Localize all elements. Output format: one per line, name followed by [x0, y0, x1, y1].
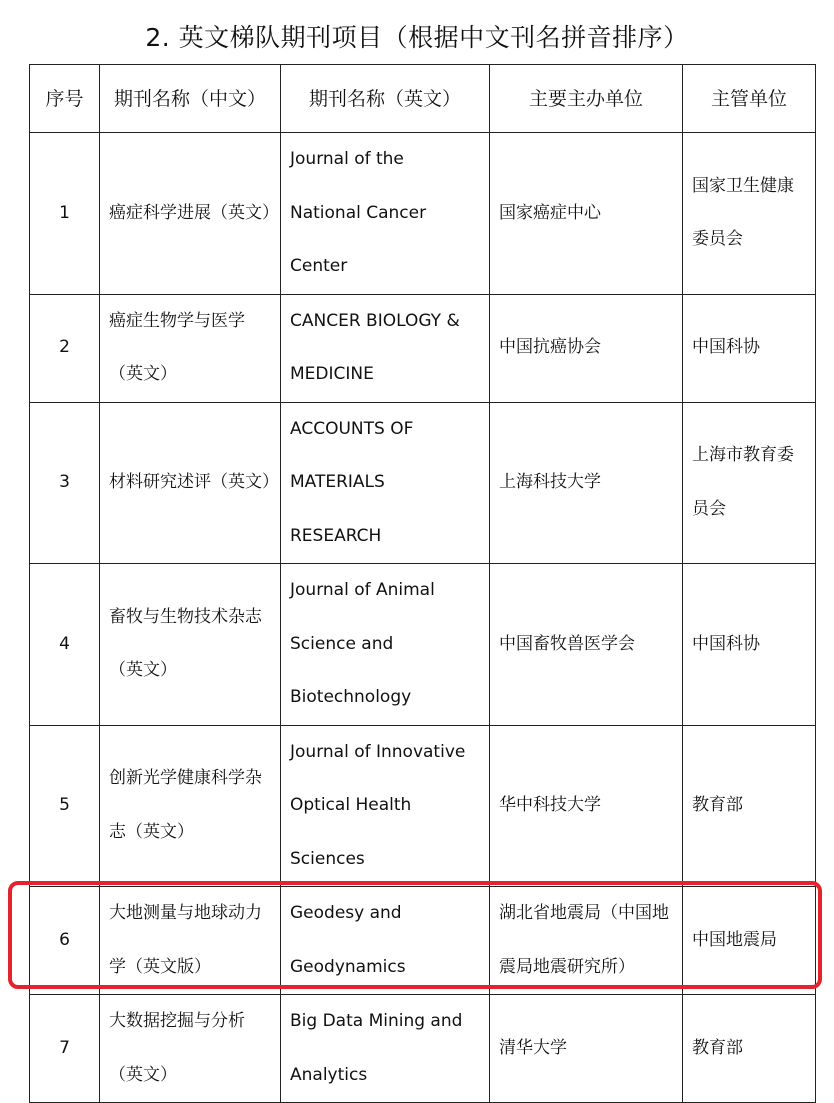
header-sponsor: 主要主办单位 — [490, 65, 683, 133]
row-name-cn: 创新光学健康科学杂志（英文） — [100, 725, 281, 887]
row-index: 4 — [30, 564, 100, 726]
row-name-en: Journal of Innovative Optical Health Sciences — [281, 725, 490, 887]
row-index: 7 — [30, 995, 100, 1103]
header-index: 序号 — [30, 65, 100, 133]
row-name-cn: 大地测量与地球动力学（英文版） — [100, 887, 281, 995]
table-row — [30, 995, 816, 1103]
row-name-en: Journal of Animal Science and Biotechnology — [281, 564, 490, 726]
row-index: 6 — [30, 887, 100, 995]
table-row — [30, 294, 816, 402]
row-sponsor: 上海科技大学 — [490, 402, 683, 564]
row-supervisor: 上海市教育委员会 — [683, 402, 816, 564]
row-sponsor: 湖北省地震局（中国地震局地震研究所） — [490, 887, 683, 995]
row-name-en: ACCOUNTS OF MATERIALS RESEARCH — [281, 402, 490, 564]
row-name-cn: 癌症科学进展（英文） — [100, 133, 281, 295]
row-supervisor: 教育部 — [683, 995, 816, 1103]
table-row — [30, 725, 816, 887]
table-header-row — [30, 65, 816, 133]
table-row — [30, 133, 816, 295]
row-name-cn: 畜牧与生物技术杂志（英文） — [100, 564, 281, 726]
row-supervisor: 国家卫生健康委员会 — [683, 133, 816, 295]
row-supervisor: 教育部 — [683, 725, 816, 887]
row-sponsor: 清华大学 — [490, 995, 683, 1103]
row-name-cn: 材料研究述评（英文） — [100, 402, 281, 564]
row-sponsor: 国家癌症中心 — [490, 133, 683, 295]
page-title: 2. 英文梯队期刊项目（根据中文刊名拼音排序） — [145, 23, 689, 52]
row-name-en: Big Data Mining and Analytics — [281, 995, 490, 1103]
row-name-cn: 大数据挖掘与分析（英文） — [100, 995, 281, 1103]
row-sponsor: 中国畜牧兽医学会 — [490, 564, 683, 726]
header-supervisor: 主管单位 — [683, 65, 816, 133]
row-supervisor: 中国科协 — [683, 564, 816, 726]
row-name-cn: 癌症生物学与医学（英文） — [100, 294, 281, 402]
row-index: 1 — [30, 133, 100, 295]
row-index: 2 — [30, 294, 100, 402]
row-index: 3 — [30, 402, 100, 564]
row-sponsor: 华中科技大学 — [490, 725, 683, 887]
table-row — [30, 564, 816, 726]
table-row — [30, 402, 816, 564]
row-name-en: Geodesy and Geodynamics — [281, 887, 490, 995]
row-supervisor: 中国地震局 — [683, 887, 816, 995]
header-name-en: 期刊名称（英文） — [281, 65, 490, 133]
row-highlight-box — [8, 881, 822, 989]
row-supervisor: 中国科协 — [683, 294, 816, 402]
row-name-en: CANCER BIOLOGY & MEDICINE — [281, 294, 490, 402]
header-name-cn: 期刊名称（中文） — [100, 65, 281, 133]
row-index: 5 — [30, 725, 100, 887]
row-sponsor: 中国抗癌协会 — [490, 294, 683, 402]
row-name-en: Journal of the National Cancer Center — [281, 133, 490, 295]
